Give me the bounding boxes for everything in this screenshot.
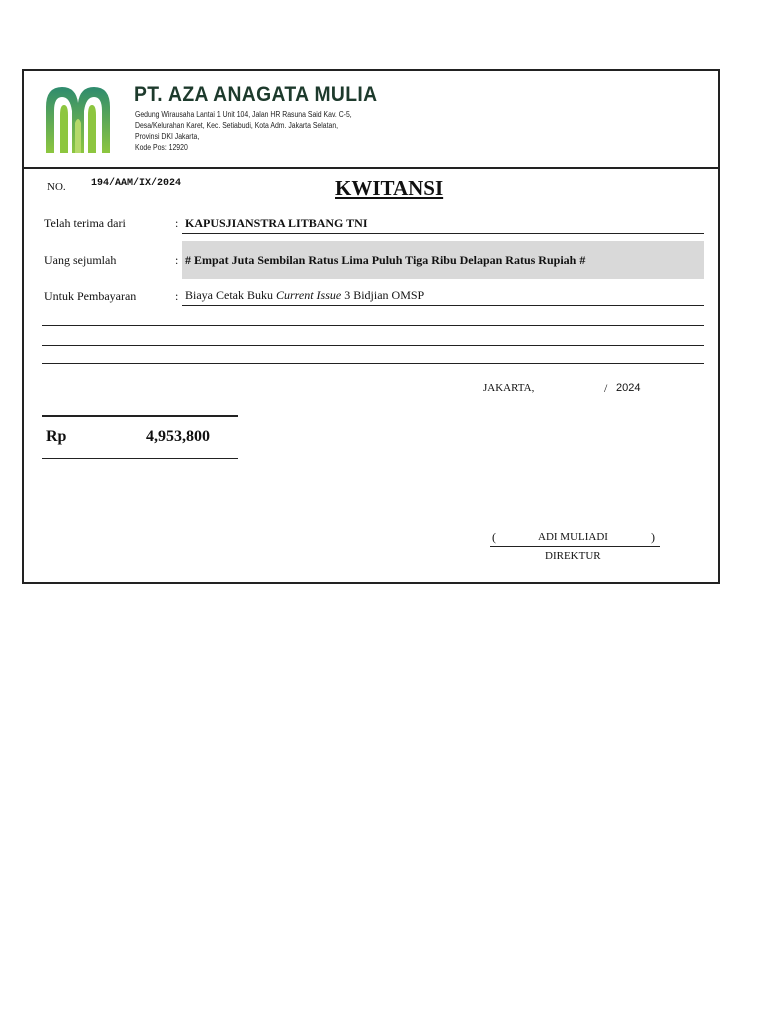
divider xyxy=(182,305,704,306)
address-line: Kode Pos: 12920 xyxy=(135,143,188,152)
address-line: Provinsi DKI Jakarta, xyxy=(135,132,200,141)
colon: : xyxy=(175,216,179,230)
date-slash: / xyxy=(604,381,608,395)
signer-role: DIREKTUR xyxy=(545,550,601,562)
paren-close: ) xyxy=(651,530,655,544)
paren-open: ( xyxy=(492,530,496,544)
letterhead xyxy=(24,71,718,169)
signature-line xyxy=(490,546,660,547)
company-name: PT. AZA ANAGATA MULIA xyxy=(134,83,378,106)
blank-line xyxy=(42,363,704,364)
amount-words-value: # Empat Juta Sembilan Ratus Lima Puluh Tiga Ribu Delapan Ratus Rupiah # xyxy=(185,253,586,267)
amount-words-label: Uang sejumlah xyxy=(44,253,117,267)
receipt-title: KWITANSI xyxy=(335,176,444,200)
receipt xyxy=(22,69,720,584)
received-from-label: Telah terima dari xyxy=(44,216,126,230)
year: 2024 xyxy=(616,382,641,394)
currency-label: Rp xyxy=(46,428,67,445)
blank-line xyxy=(42,325,704,326)
address-line: Gedung Wirausaha Lantai 1 Unit 104, Jalan HR Rasuna Said Kav. C-5, xyxy=(135,110,352,119)
purpose-prefix: Biaya Cetak Buku xyxy=(185,288,276,302)
colon: : xyxy=(175,253,179,267)
company-address xyxy=(135,109,393,153)
received-from-value: KAPUSJIANSTRA LITBANG TNI xyxy=(185,216,368,230)
purpose-label: Untuk Pembayaran xyxy=(44,289,137,303)
purpose-italic: Current Issue xyxy=(275,288,342,302)
m-arch-logo-icon xyxy=(42,83,114,155)
signer-name: ADI MULIADI xyxy=(538,531,608,543)
colon: : xyxy=(175,289,179,303)
city: JAKARTA, xyxy=(483,382,535,394)
amount-top-rule xyxy=(42,415,238,417)
purpose-value xyxy=(185,288,424,303)
amount-bottom-rule xyxy=(42,458,238,459)
receipt-number-label: NO. xyxy=(47,181,66,193)
receipt-number: 194/AAM/IX/2024 xyxy=(91,178,182,189)
amount-value: 4,953,800 xyxy=(146,428,210,445)
address-line: Desa/Kelurahan Karet, Kec. Setiabudi, Kota Adm. Jakarta Selatan, xyxy=(135,121,339,130)
blank-line xyxy=(42,345,704,346)
divider xyxy=(182,233,704,234)
purpose-suffix: 3 Bidjian OMSP xyxy=(341,288,425,302)
